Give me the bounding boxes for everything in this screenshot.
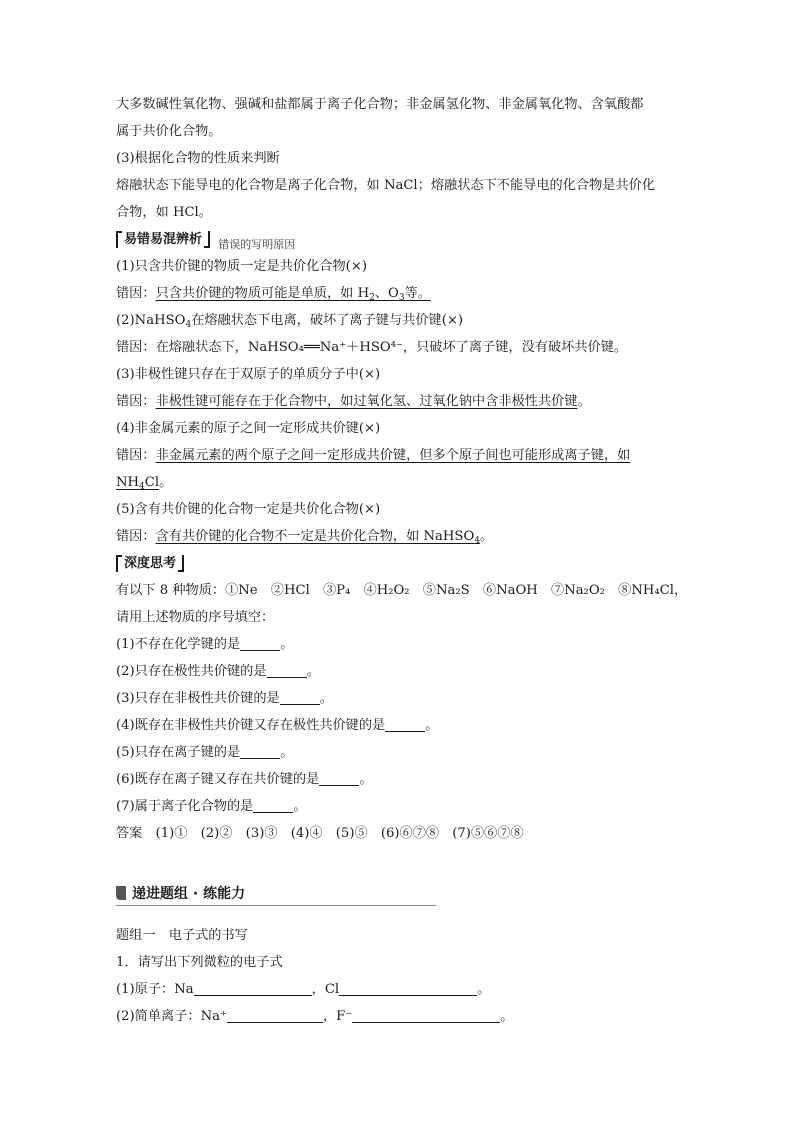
analysis-a1: 错因：只含共价键的物质可能是单质，如 $H_2$、$O_3$等。 — [116, 286, 431, 303]
answer-blank[interactable] — [319, 768, 359, 786]
practice-q1: 1．请写出下列微粒的电子式 — [116, 955, 283, 970]
thinking-tag: 深度思考 — [116, 550, 184, 577]
analysis-tag: 易错易混辨析 — [116, 226, 210, 253]
intro-line-3: (3)根据化合物的性质来判断 — [116, 151, 280, 166]
practice-group-title: 题组一 电子式的书写 — [116, 928, 248, 943]
bookmark-icon — [116, 886, 126, 900]
practice-q1b: (2)简单离子：Na⁺ ，F⁻ 。 — [116, 1003, 513, 1030]
thinking-intro-1: 有以下 8 种物质：①Ne ②HCl ③P₄ ④H₂O₂ ⑤Na₂S ⑥NaOH ⑦Na₂O₂ ⑧NH₄Cl， — [116, 583, 688, 598]
thinking-heading — [116, 550, 686, 577]
thinking-q2: (2)只存在极性共价键的是 。 — [116, 658, 686, 685]
answer-blank[interactable] — [227, 1005, 323, 1023]
intro-line-5: 合物，如 HCl。 — [116, 205, 212, 220]
answer-blank[interactable] — [352, 1005, 500, 1023]
bracket-left-icon — [116, 231, 122, 248]
analysis-q5: (5)含有共价键的化合物一定是共价化合物(×) — [116, 502, 381, 517]
section-header — [116, 881, 436, 906]
bracket-right-icon — [204, 231, 210, 248]
thinking-q5: (5)只存在离子键的是 。 — [116, 739, 686, 766]
answer-blank[interactable] — [194, 978, 312, 996]
analysis-q4: (4)非金属元素的原子之间一定形成共价键(×) — [116, 421, 381, 436]
analysis-heading — [116, 226, 686, 253]
answer-blank[interactable] — [280, 687, 320, 705]
analysis-a4-cont: $NH_4Cl$。 — [116, 475, 173, 492]
analysis-a2: 错因：在熔融状态下，NaHSO₄══Na⁺＋HSO⁴⁻，只破坏了离子键，没有破坏共价键。 — [116, 340, 628, 355]
thinking-q6: (6)既存在离子键又存在共价键的是 。 — [116, 766, 686, 793]
thinking-q4: (4)既存在非极性共价键又存在极性共价键的是 。 — [116, 712, 686, 739]
bracket-left-icon — [116, 555, 122, 572]
answer-blank[interactable] — [385, 714, 425, 732]
bracket-right-icon — [178, 555, 184, 572]
thinking-q1: (1)不存在化学键的是 。 — [116, 631, 686, 658]
practice-block — [116, 922, 513, 1030]
section-title: 递进题组 · 练能力 — [132, 886, 246, 902]
analysis-q3: (3)非极性键只存在于双原子的单质分子中(×) — [116, 367, 381, 382]
thinking-q3: (3)只存在非极性共价键的是 。 — [116, 685, 686, 712]
intro-line-2: 属于共价化合物。 — [116, 124, 222, 139]
analysis-a4: 错因：非金属元素的两个原子之间一定形成共价键，但多个原子间也可能形成离子键，如 — [116, 448, 631, 463]
answer-blank[interactable] — [240, 633, 280, 651]
thinking-q7: (7)属于离子化合物的是 。 — [116, 793, 686, 820]
page-content — [116, 91, 686, 847]
analysis-a3: 错因：非极性键可能存在于化合物中，如过氧化氢、过氧化钠中含非极性共价键。 — [116, 394, 591, 409]
thinking-answer: 答案 (1)① (2)② (3)③ (4)④ (5)⑤ (6)⑥⑦⑧ (7)⑤⑥⑦⑧ — [116, 826, 524, 841]
practice-q1a: (1)原子：Na ，Cl 。 — [116, 976, 513, 1003]
answer-blank[interactable] — [267, 660, 307, 678]
analysis-hint: 错误的写明原因 — [218, 238, 296, 251]
thinking-intro-2: 请用上述物质的序号填空： — [116, 610, 275, 625]
analysis-q1: (1)只含共价键的物质一定是共价化合物(×) — [116, 259, 368, 274]
analysis-a5: 错因：含有共价键的化合物不一定是共价化合物，如 NaHSO$_4$。 — [116, 529, 494, 546]
intro-line-1: 大多数碱性氧化物、强碱和盐都属于离子化合物；非金属氢化物、非金属氧化物、含氧酸都 — [116, 97, 644, 112]
answer-blank[interactable] — [253, 795, 293, 813]
analysis-q2: (2)NaHSO$_4$在熔融状态下电离，破坏了离子键与共价键(×) — [116, 313, 464, 330]
answer-blank[interactable] — [240, 741, 280, 759]
answer-blank[interactable] — [339, 978, 477, 996]
intro-line-4: 熔融状态下能导电的化合物是离子化合物，如 NaCl；熔融状态下不能导电的化合物是共价化 — [116, 178, 656, 193]
